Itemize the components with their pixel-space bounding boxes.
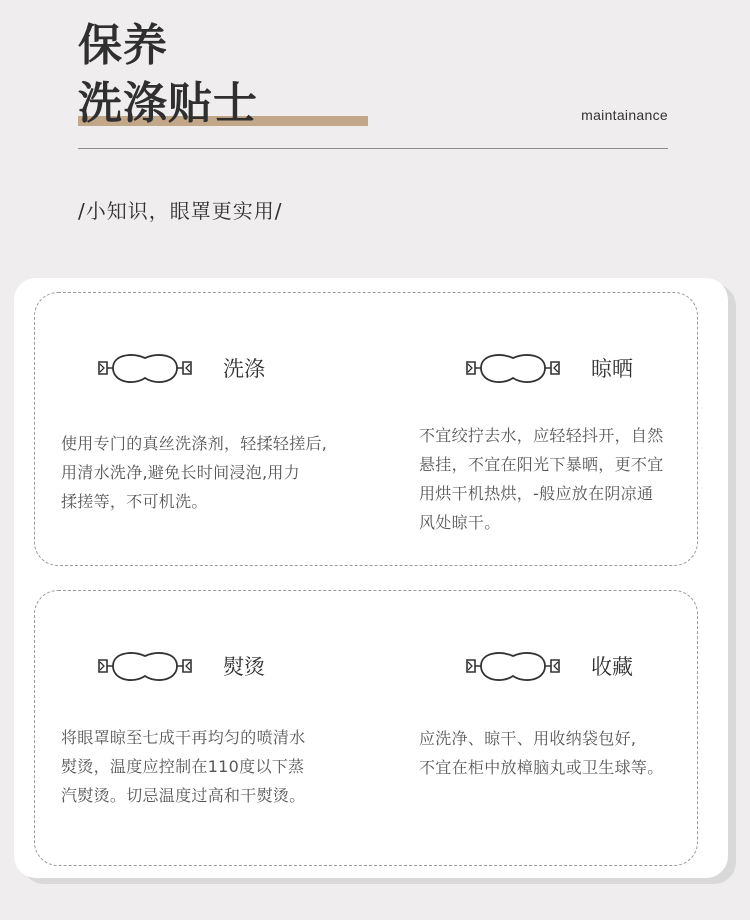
tip-header bbox=[97, 647, 265, 685]
tip-description bbox=[61, 429, 327, 516]
tip-label: 洗涤 bbox=[223, 357, 265, 381]
tip-label: 收藏 bbox=[591, 655, 633, 679]
eye-mask-icon bbox=[465, 349, 561, 387]
tips-panel-bottom bbox=[34, 590, 698, 866]
tips-card bbox=[14, 278, 728, 878]
tip-line: 悬挂，不宜在阳光下暴晒，更不宜 bbox=[419, 455, 664, 474]
tip-description bbox=[419, 421, 664, 537]
tip-header bbox=[465, 647, 633, 685]
tip-label: 熨烫 bbox=[223, 655, 265, 679]
tip-line: 用烘干机热烘，-般应放在阴凉通 bbox=[419, 484, 654, 503]
tip-label: 晾晒 bbox=[591, 357, 633, 381]
tagline: /小知识，眼罩更实用/ bbox=[78, 199, 283, 223]
tip-line: 不宜绞拧去水，应轻轻抖开，自然 bbox=[419, 426, 664, 445]
tip-line: 将眼罩晾至七成干再均匀的喷清水 bbox=[61, 728, 306, 747]
tip-header bbox=[97, 349, 265, 387]
tip-line: 汽熨烫。切忌温度过高和干熨烫。 bbox=[61, 786, 306, 805]
tip-line: 风处晾干。 bbox=[419, 513, 501, 532]
tip-line: 使用专门的真丝洗涤剂，轻揉轻搓后, bbox=[61, 434, 328, 453]
tip-line: 不宜在柜中放樟脑丸或卫生球等。 bbox=[419, 758, 664, 777]
tip-header bbox=[465, 349, 633, 387]
eye-mask-icon bbox=[97, 349, 193, 387]
tip-line: 应洗净、晾干、用收纳袋包好, bbox=[419, 729, 637, 748]
header-divider bbox=[78, 148, 668, 149]
tip-description bbox=[61, 723, 306, 810]
page-title-line1: 保养 bbox=[78, 20, 168, 71]
eye-mask-icon bbox=[97, 647, 193, 685]
tip-description bbox=[419, 724, 664, 782]
english-subtitle: maintainance bbox=[581, 107, 668, 123]
tip-line: 用清水洗净,避免长时间浸泡,用力 bbox=[61, 463, 300, 482]
page-title-line2: 洗涤贴士 bbox=[78, 78, 258, 129]
tip-line: 揉搓等，不可机洗。 bbox=[61, 492, 208, 511]
tip-line: 熨烫，温度应控制在110度以下蒸 bbox=[61, 757, 305, 776]
tips-panel-top bbox=[34, 292, 698, 566]
eye-mask-icon bbox=[465, 647, 561, 685]
